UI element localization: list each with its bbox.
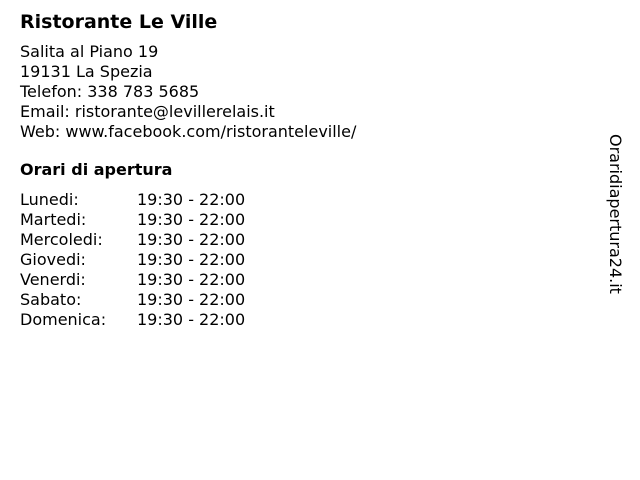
web-line: Web: www.facebook.com/ristoranteleville/ <box>20 122 357 141</box>
hours-row <box>20 290 245 310</box>
watermark-text: Oraridiapertura24.it <box>606 134 625 294</box>
hours-row <box>20 210 245 230</box>
hours-row <box>20 250 245 270</box>
watermark <box>607 134 640 309</box>
time-range: 19:30 - 22:00 <box>137 190 246 209</box>
hours-row <box>20 230 245 250</box>
hours-row <box>20 190 245 210</box>
day-label: Martedi: <box>20 210 87 229</box>
day-label: Domenica: <box>20 310 107 329</box>
time-range: 19:30 - 22:00 <box>137 310 246 329</box>
day-label: Mercoledi: <box>20 230 103 249</box>
hours-row <box>20 310 245 330</box>
day-label: Lunedi: <box>20 190 79 209</box>
day-label: Giovedi: <box>20 250 86 269</box>
time-range: 19:30 - 22:00 <box>137 250 246 269</box>
opening-hours-title: Orari di apertura <box>20 160 173 179</box>
day-label: Sabato: <box>20 290 82 309</box>
day-label: Venerdi: <box>20 270 86 289</box>
time-range: 19:30 - 22:00 <box>137 270 246 289</box>
time-range: 19:30 - 22:00 <box>137 290 246 309</box>
opening-hours-table <box>20 190 245 330</box>
hours-row <box>20 270 245 290</box>
email-line: Email: ristorante@levillerelais.it <box>20 102 275 121</box>
business-card <box>20 10 356 330</box>
time-range: 19:30 - 22:00 <box>137 230 246 249</box>
phone-line: Telefon: 338 783 5685 <box>20 82 200 101</box>
address-city: 19131 La Spezia <box>20 62 153 81</box>
time-range: 19:30 - 22:00 <box>137 210 246 229</box>
business-name: Ristorante Le Ville <box>20 11 218 33</box>
address-street: Salita al Piano 19 <box>20 42 159 61</box>
